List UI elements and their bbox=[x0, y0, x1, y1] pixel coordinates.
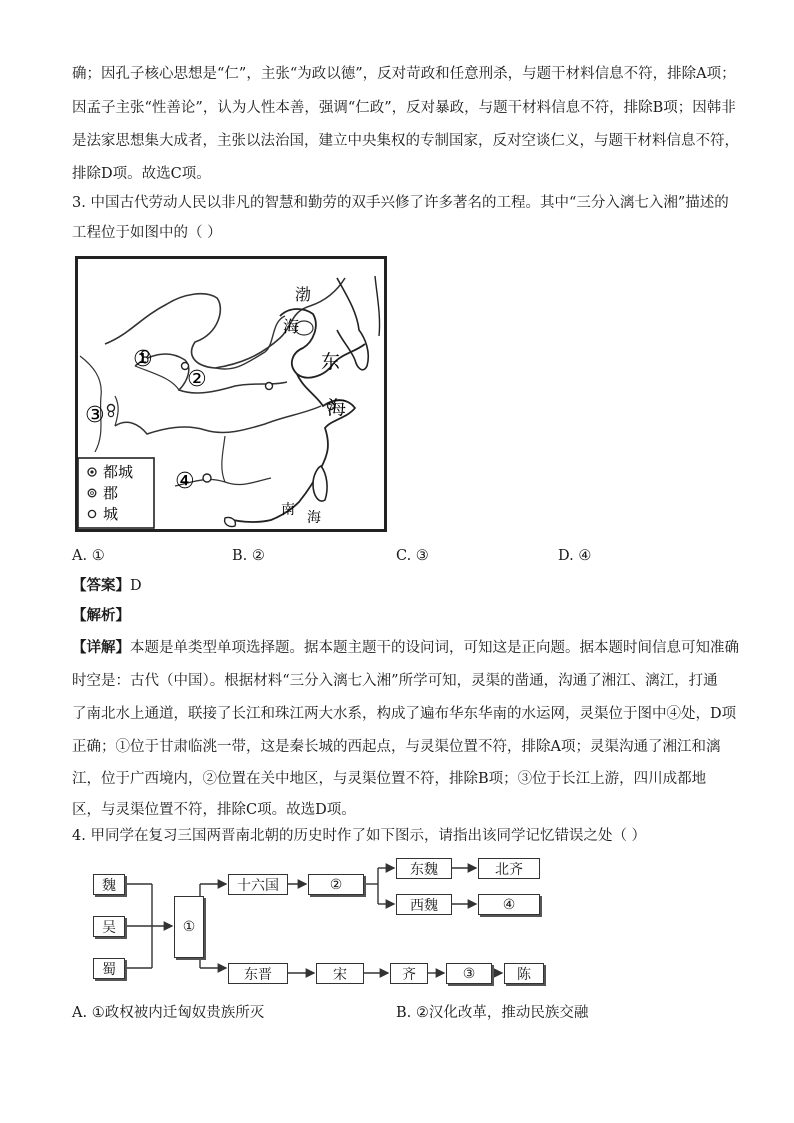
sea-label-bo: 渤 bbox=[295, 285, 312, 304]
sea-label-dong: 东 bbox=[321, 351, 341, 373]
detail-text-1: 本题是单类型单项选择题。据本题主题干的设问词，可知这是正向题。据本题时间信息可知准确 bbox=[130, 640, 739, 656]
detail-line-3: 了南北水上通道，联接了长江和珠江两大水系，构成了遍布华东华南的水运网，灵渠位于图中④处，D项 bbox=[72, 706, 737, 722]
detail-line-6: 区，与灵渠位置不符，排除C项。故选D项。 bbox=[72, 802, 356, 818]
box-north-qi: 北齐 bbox=[478, 858, 540, 879]
box-node-3: ③ bbox=[446, 963, 492, 984]
legend-capital: 都城 bbox=[103, 463, 134, 481]
box-east-wei: 东魏 bbox=[396, 858, 452, 879]
box-chen: 陈 bbox=[504, 963, 544, 984]
option-c[interactable]: C. ③ bbox=[396, 548, 429, 564]
answer-value: D bbox=[130, 578, 142, 594]
box-node-2: ② bbox=[308, 874, 364, 895]
box-qi: 齐 bbox=[390, 963, 428, 984]
question-3-stem: 3. 中国古代劳动人民以非凡的智慧和勤劳的双手兴修了许多著名的工程。其中“三分入漓七入湘”描述的 bbox=[72, 195, 729, 211]
text-line-2: 因孟子主张“性善论”，认为人性本善，强调“仁政”，反对暴政，与题干材料信息不符，排除B项；因韩非 bbox=[72, 100, 736, 116]
detail-tag: 【详解】 bbox=[72, 640, 130, 656]
box-song: 宋 bbox=[316, 963, 364, 984]
box-sixteen-kingdoms: 十六国 bbox=[228, 874, 288, 895]
detail-line-1 bbox=[72, 638, 739, 658]
marker-3: ③ bbox=[85, 403, 105, 428]
detail-line-5: 江，位于广西境内，②位置在关中地区，与灵渠位置不符，排除B项；③位于长江上游，四川成都地 bbox=[72, 771, 707, 787]
text-line-4: 排除D项。故选C项。 bbox=[72, 166, 211, 182]
sea-label-hai-2: 海 bbox=[327, 397, 347, 419]
box-wu: 吴 bbox=[93, 916, 125, 937]
sea-label-hai-3: 海 bbox=[307, 510, 321, 526]
china-map bbox=[75, 256, 387, 532]
box-east-jin: 东晋 bbox=[228, 963, 288, 984]
marker-1: ① bbox=[133, 347, 153, 372]
legend-city: 城 bbox=[103, 505, 119, 523]
text-line-1: 确；因孔子核心思想是“仁”，主张“为政以德”，反对苛政和任意刑杀，与题干材料信息不符，排除A项； bbox=[72, 66, 736, 82]
marker-2: ② bbox=[187, 367, 207, 392]
q4-option-b[interactable]: B. ②汉化改革，推动民族交融 bbox=[396, 1005, 589, 1021]
box-shu: 蜀 bbox=[93, 958, 125, 979]
option-b[interactable]: B. ② bbox=[232, 548, 265, 564]
legend-prefecture: 郡 bbox=[103, 484, 119, 502]
marker-4: ④ bbox=[175, 469, 195, 494]
box-node-4: ④ bbox=[478, 894, 540, 915]
answer-tag: 【答案】 bbox=[72, 578, 130, 594]
detail-line-4: 正确；①位于甘肃临洮一带，这是秦长城的西起点，与灵渠位置不符，排除A项；灵渠沟通了湘江和漓 bbox=[72, 739, 721, 755]
detail-line-2: 时空是：古代（中国）。根据材料“三分入漓七入湘”所学可知，灵渠的凿通，沟通了湘江、漓江，打通 bbox=[72, 673, 718, 689]
box-wei: 魏 bbox=[93, 874, 125, 895]
text-line-3: 是法家思想集大成者，主张以法治国，建立中央集权的专制国家，反对空谈仁义，与题干材料信息不符， bbox=[72, 133, 739, 149]
option-a[interactable]: A. ① bbox=[72, 548, 105, 564]
question-3-stem-cont: 工程位于如图中的（ ） bbox=[72, 225, 222, 241]
analysis-line bbox=[72, 606, 130, 626]
answer-line bbox=[72, 576, 142, 596]
sea-label-nan: 南 bbox=[281, 502, 295, 518]
question-4-stem: 4. 甲同学在复习三国两晋南北朝的历史时作了如下图示，请指出该同学记忆错误之处（ ） bbox=[72, 828, 647, 844]
sea-label-hai-1: 海 bbox=[283, 317, 300, 336]
option-d[interactable]: D. ④ bbox=[558, 548, 592, 564]
box-west-wei: 西魏 bbox=[396, 894, 452, 915]
analysis-tag: 【解析】 bbox=[72, 608, 130, 624]
box-node-1: ① bbox=[174, 896, 204, 958]
dynasty-flowchart bbox=[88, 856, 558, 996]
q4-option-a[interactable]: A. ①政权被内迁匈奴贵族所灭 bbox=[72, 1005, 265, 1021]
